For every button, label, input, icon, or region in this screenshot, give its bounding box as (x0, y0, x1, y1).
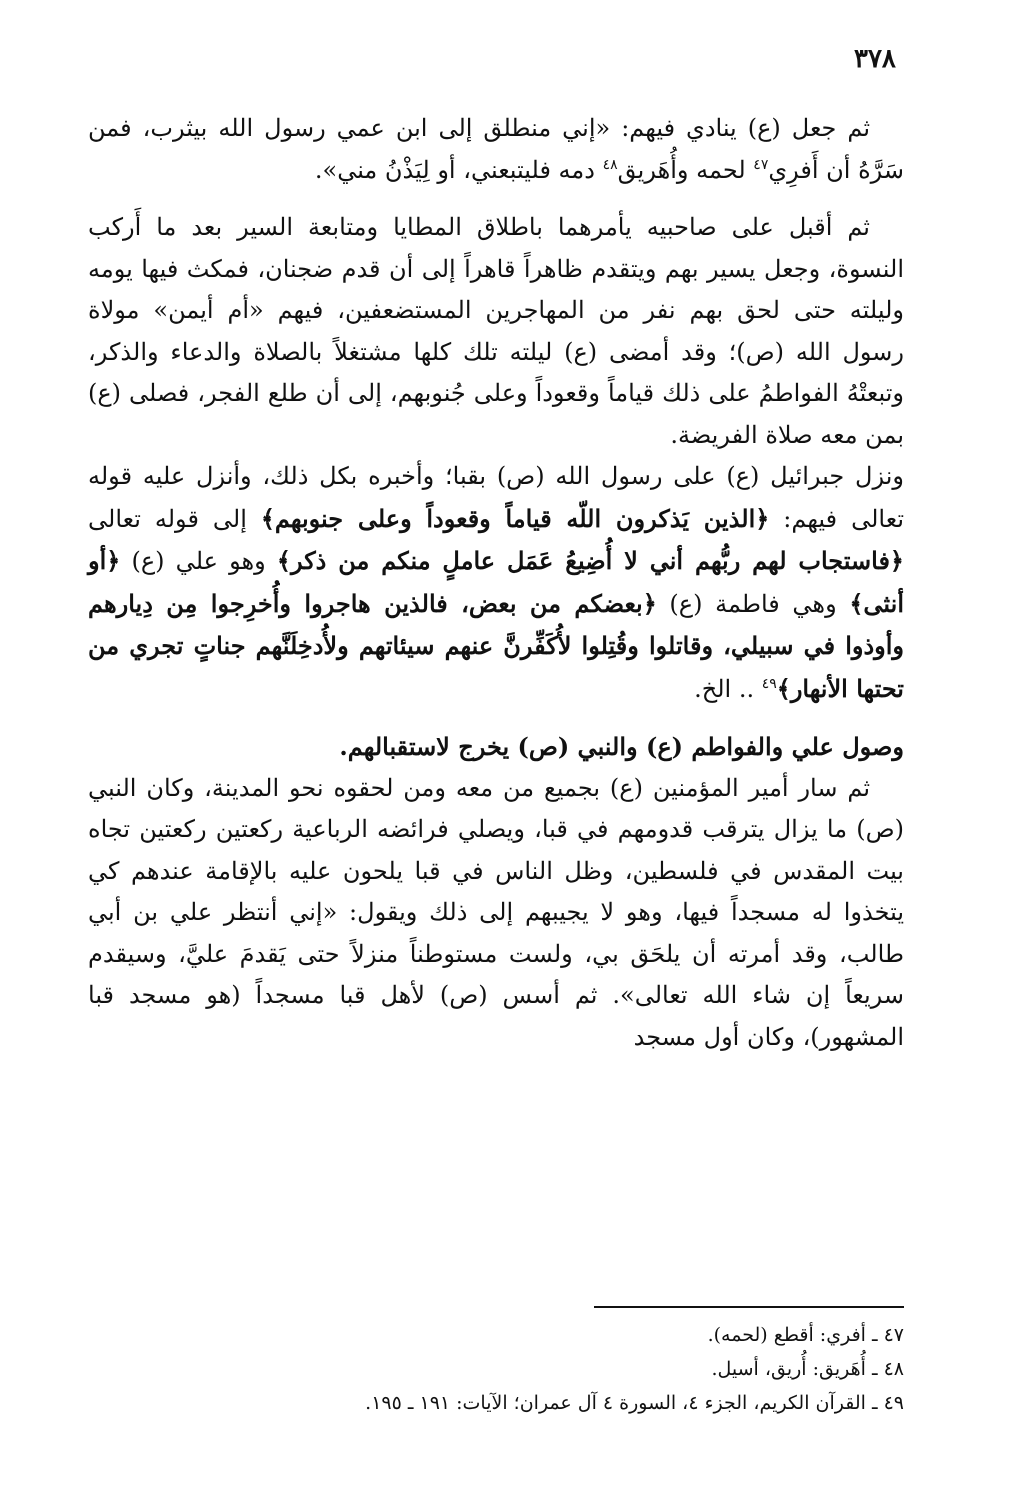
paragraph-3-text-e: .. الخ. (694, 674, 762, 703)
footnote-ref-47[interactable]: ٤٧ (753, 156, 769, 173)
footnote-divider (594, 1306, 904, 1308)
quran-verse-2: ﴿فاستجاب لهم ربُّهم أني لا أُضِيعُ عَمَل عاملٍ منكم من ذكر﴾ (276, 546, 904, 575)
paragraph-1-text-a: ثم جعل (ع) ينادي فيهم: «إني منطلق إلى ابن عمي رسول الله بيثرب، فمن سَرَّهُ أن أَفرِي (88, 114, 904, 184)
footnote-48: ٤٨ ـ أُهَريق: أُريق، أسيل. (711, 1358, 904, 1380)
footnote-47: ٤٧ ـ أفري: أقطع (لحمه). (707, 1324, 904, 1346)
paragraph-3 (88, 456, 904, 710)
paragraph-1-text-b: لحمه وأُهَريق (617, 155, 754, 184)
body-text (88, 108, 904, 1058)
paragraph-3-text-c: وهو علي (ع) (120, 547, 277, 575)
quran-verse-3: ﴿أو أنثى﴾ (88, 546, 904, 618)
footnote-49: ٤٩ ـ القرآن الكريم، الجزء ٤، السورة ٤ آل عمران؛ الآيات: ١٩١ ـ ١٩٥. (365, 1392, 904, 1414)
paragraph-3-text-a: ونزل جبرائيل (ع) على رسول الله (ص) بقبا؛ وأخبره بكل ذلك، وأنزل عليه قوله تعالى فيهم: (88, 462, 905, 533)
footnote-ref-48[interactable]: ٤٨ (602, 156, 618, 173)
paragraph-2: ثم أقبل على صاحبيه يأمرهما باطلاق المطايا ومتابعة السير بعد ما أَركب النسوة، وجعل يسير بهم ويتقدم ظاهراً قاهراً إلى أن قدم ضجنان، فمكث فيها يومه وليلته حتى لحق بهم نفر من المهاجرين المستضعفين، فيهم «أم أيمن» مولاة رسول الله (ص)؛ وقد أمضى (ع) ليلته تلك كلها مشتغلاً بالصلاة والدعاء والذكر، وتبعتْهُ الفواطمُ على ذلك قياماً وقعوداً وعلى جُنوبهم، إلى أن طلع الفجر، فصلى (ع) بمن معه صلاة الفريضة. (88, 213, 904, 449)
paragraph-4: ثم سار أمير المؤمنين (ع) بجميع من معه ومن لحقوه نحو المدينة، وكان النبي (ص) ما يزال يترقب قدومهم في قبا، ويصلي فرائضه الرباعية ركعتين ركعتين تجاه بيت المقدس في فلسطين، وظل الناس في قبا يلحون عليه بالإقامة عندهم كي يتخذوا له مسجداً فيها، وهو لا يجيبهم إلى ذلك ويقول: «إني أنتظر علي بن أبي طالب، وقد أمرته أن يلحَق بي، ولست مستوطناً منزلاً حتى يَقدمَ عليَّ، وسيقدم سريعاً إن شاء الله تعالى». ثم أسس (ص) لأهل قبا مسجداً (هو مسجد قبا المشهور)، وكان أول مسجد (88, 773, 904, 1051)
paragraph-3-text-b: إلى قوله تعالى (88, 504, 261, 533)
footnotes (88, 1318, 904, 1420)
quran-verse-4: ﴿بعضكم من بعض، فالذين هاجروا وأُخرِجوا مِن دِيارهم وأوذوا في سبيلي، وقاتلوا وقُتِلوا لأُكَفِّرنَّ عنهم سيئاتهم ولأُدخِلَنَّهم جناتٍ تجري من تحتها الأنهار﴾ (88, 588, 904, 703)
quran-verse-1: ﴿الذين يَذكرون اللّه قياماً وقعوداً وعلى جنوبهم﴾ (260, 503, 770, 533)
paragraph-1-text-c: دمه فليتبعني، أو لِيَذْنُ مني». (314, 155, 603, 184)
page-number: ٣٧٨ (854, 44, 896, 74)
footnote-ref-49[interactable]: ٤٩ (761, 675, 777, 692)
section-heading: وصول علي والفواطم (ع) والنبي (ص) يخرج لاستقبالهم. (339, 732, 904, 761)
paragraph-3-text-d: وهي فاطمة (ع) (656, 589, 850, 618)
paragraph-1 (88, 108, 904, 191)
